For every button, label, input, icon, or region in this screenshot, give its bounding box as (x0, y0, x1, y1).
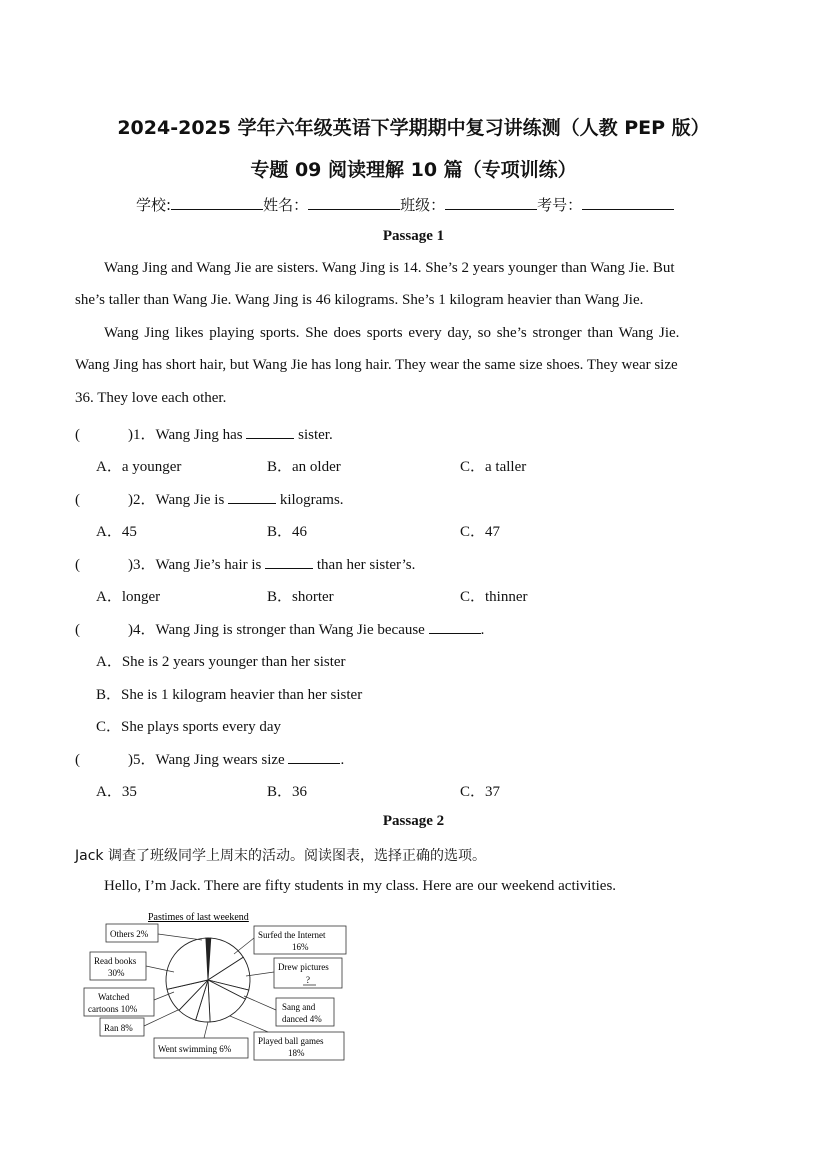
question: ( )3．Wang Jie’s hair is than her sister’s. (75, 557, 416, 573)
exam-no-field[interactable] (582, 194, 674, 210)
svg-text:Watched: Watched (98, 992, 130, 1002)
option-c[interactable]: C．a taller (460, 459, 527, 475)
option-a[interactable]: A．a younger (96, 459, 182, 475)
passage1-text: Wang Jing and Wang Jie are sisters. Wang Jing is 14. She’s 2 years younger than Wang Jie. But (104, 260, 675, 276)
school-field[interactable] (171, 194, 263, 210)
slice-label-ball (254, 1032, 344, 1060)
svg-text:Went swimming 6%: Went swimming 6% (158, 1044, 232, 1054)
passage2-intro: Hello, I’m Jack. There are fifty students in my class. Here are our weekend activities. (104, 878, 617, 894)
svg-text:Drew pictures: Drew pictures (278, 962, 329, 972)
page-subtitle: 专题 09 阅读理解 10 篇（专项训练） (250, 159, 577, 181)
svg-text:16%: 16% (292, 942, 309, 952)
svg-text:Played ball games: Played ball games (258, 1036, 324, 1046)
class-label: 班级： (400, 196, 446, 214)
passage1-title: Passage 1 (382, 228, 445, 244)
passage2-title: Passage 2 (382, 813, 445, 829)
option-c[interactable]: C．47 (460, 524, 501, 540)
option-a[interactable]: A．45 (96, 524, 137, 540)
name-label: 姓名： (263, 196, 309, 214)
svg-text:Others 2%: Others 2% (110, 929, 149, 939)
fill-blank[interactable] (228, 491, 276, 504)
option-a[interactable]: A．35 (96, 784, 137, 800)
fill-blank[interactable] (246, 426, 294, 439)
exam-no-label: 考号： (537, 196, 583, 214)
svg-text:cartoons 10%: cartoons 10% (88, 1004, 138, 1014)
name-field[interactable] (308, 194, 400, 210)
page-title: 2024-2025 学年六年级英语下学期期中复习讲练测（人教 PEP 版） (117, 117, 710, 139)
slice-label-books (90, 952, 146, 980)
svg-text:Read books: Read books (94, 956, 137, 966)
fill-blank[interactable] (288, 751, 340, 764)
option-b[interactable]: B．shorter (267, 589, 334, 605)
passage1-text: Wang Jing likes playing sports. She does sports every day, so she’s stronger than Wang Jie. (104, 325, 680, 341)
option-a[interactable]: A．longer (96, 589, 161, 605)
slice-label-drew (274, 958, 342, 988)
svg-text:?: ? (306, 975, 310, 985)
svg-text:danced 4%: danced 4% (282, 1014, 322, 1024)
fill-blank[interactable] (265, 556, 313, 569)
student-info-line (136, 194, 674, 215)
slice-label-ran (100, 1018, 144, 1036)
slice-label-cartoons (84, 988, 154, 1016)
option-c[interactable]: C．thinner (460, 589, 528, 605)
passage1-text: she’s taller than Wang Jie. Wang Jing is 46 kilograms. She’s 1 kilogram heavier than Wang Jie. (75, 292, 644, 308)
chart-title: Pastimes of last weekend (148, 912, 249, 923)
question: ( )1．Wang Jing has sister. (75, 427, 333, 443)
pie-slice-8 (166, 938, 208, 989)
pie-slices (166, 938, 250, 1022)
svg-text:Sang and: Sang and (282, 1002, 316, 1012)
option-b[interactable]: B．She is 1 kilogram heavier than her sister (96, 687, 363, 703)
svg-text:18%: 18% (288, 1048, 305, 1058)
svg-text:30%: 30% (108, 968, 125, 978)
fill-blank[interactable] (429, 621, 481, 634)
option-b[interactable]: B．46 (267, 524, 308, 540)
passage2-instruction: Jack 调查了班级同学上周末的活动。阅读图表，选择正确的选项。 (75, 848, 486, 864)
option-c[interactable]: C．She plays sports every day (96, 719, 281, 735)
question: ( )2．Wang Jie is kilograms. (75, 492, 344, 508)
passage1-text: Wang Jing has short hair, but Wang Jie has long hair. They wear the same size shoes. They wear size (75, 357, 678, 373)
pie-chart (78, 906, 350, 1066)
slice-label-others (106, 924, 158, 942)
question: ( )4．Wang Jing is stronger than Wang Jie because . (75, 622, 485, 638)
option-b[interactable]: B．an older (267, 459, 341, 475)
question: ( )5．Wang Jing wears size . (75, 752, 345, 768)
option-a[interactable]: A．She is 2 years younger than her sister (96, 654, 346, 670)
school-label: 学校: (136, 196, 172, 214)
svg-text:Surfed the Internet: Surfed the Internet (258, 930, 326, 940)
option-c[interactable]: C．37 (460, 784, 501, 800)
option-b[interactable]: B．36 (267, 784, 308, 800)
slice-label-swimming (154, 1038, 248, 1058)
slice-label-internet (254, 926, 346, 954)
svg-text:Ran 8%: Ran 8% (104, 1023, 133, 1033)
passage1-text: 36. They love each other. (75, 390, 227, 406)
slice-label-sang (276, 998, 334, 1026)
class-field[interactable] (445, 194, 537, 210)
